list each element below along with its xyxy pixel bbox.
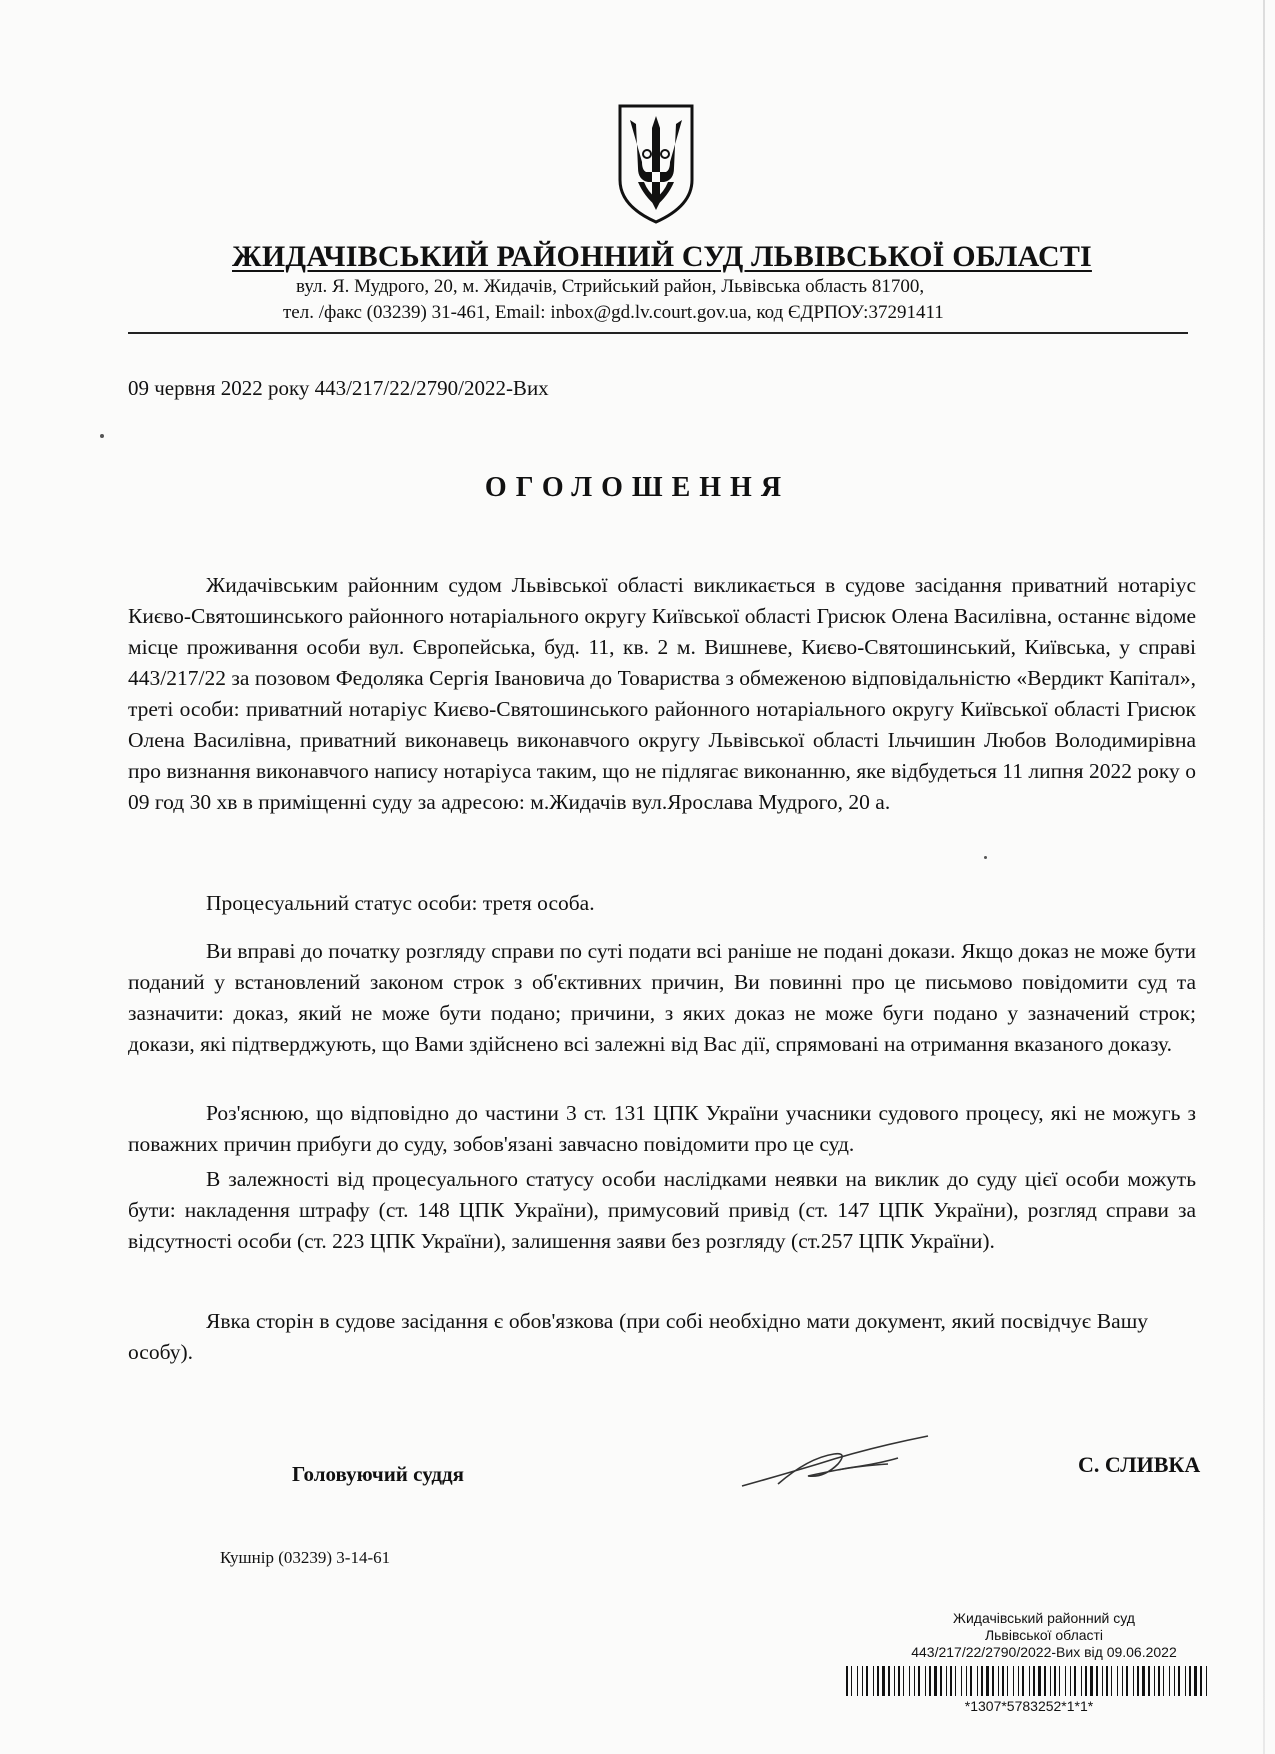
barcode-bar [1126, 1666, 1128, 1696]
evidence-rights-paragraph: Ви вправі до початку розгляду справи по суті подати всі раніше не подані докази. Якщо доказ не може бути поданий у встановлений законом строк з об'єктивних причин, Ви повинні про це письмово повідомити суд та зазначити: доказ, який не може бути подано; причини, з яких доказ не може буги подано у зазначений строк; докази, які підтверджують, що Вами здійснено всі залежні від Вас дії, спрямовані на отримання вказаного доказу. [128, 939, 1196, 1056]
barcode-bar [1200, 1666, 1202, 1696]
barcode-bar [903, 1666, 904, 1696]
barcode-bar [940, 1666, 942, 1696]
procedural-status-paragraph: Процесуальний статус особи: третя особа. [206, 891, 595, 915]
barcode-bar [1096, 1666, 1098, 1696]
barcode-bar [1029, 1666, 1030, 1696]
barcode-bar [1117, 1666, 1118, 1696]
trident-emblem-icon [614, 102, 698, 226]
barcode-bar [1148, 1666, 1150, 1696]
absence-notice-paragraph: Роз'яснюю, що відповідно до частини 3 ст. 131 ЦПК України учасники судового процесу, які не можугь з поважних причин прибуги до суду, зобов'язані завчасно повідомити про це суд. [128, 1101, 1196, 1156]
scan-speck [100, 434, 104, 438]
barcode-bar [1090, 1666, 1093, 1696]
stamp-reference-line: 443/217/22/2790/2022-Вих від 09.06.2022 [911, 1644, 1177, 1660]
barcode-bar [1033, 1666, 1035, 1696]
barcode-bar [909, 1666, 910, 1696]
stamp-court-line: Жидачівський районний суд [953, 1610, 1135, 1626]
barcode-bar [862, 1666, 863, 1696]
barcode-bar [1106, 1666, 1108, 1696]
barcode-bar [1178, 1666, 1180, 1696]
summons-paragraph: Жидачівським районним судом Львівської області викликається в судове засідання приватний нотаріус Києво-Святошинського районного нотаріального округу Київської області Грисюк Олена Василівна, останнє відоме місце проживання особи вул. Європейська, буд. 11, кв. 2 м. Вишневе, Києво-Святошинський, Київська, у справі 443/217/22 за позовом Федоляка Сергія Івановича до Товариства з обмеженою відповідальністю «Вердикт Капітал», треті особи: приватний нотаріус Києво-Святошинського районного нотаріального округу Київської області Грисюк Олена Василівна, приватний виконавець виконавчого округу Львівської області Ільчишин Любов Володимирівна про визнання виконавчого напису нотаріуса таким, що не підлягає виконанню, яке відбудеться 11 липня 2022 року о 09 год 30 хв в приміщенні суду за адресою: м.Жидачів вул.Ярослава Мудрого, 20 а. [128, 573, 1196, 814]
barcode-bar [857, 1666, 858, 1696]
barcode-bar [866, 1666, 868, 1696]
barcode-bar [998, 1666, 999, 1696]
barcode-bar [966, 1666, 967, 1696]
barcode-bar [1142, 1666, 1145, 1696]
scan-edge [1263, 0, 1265, 1754]
barcode-bar [1002, 1666, 1004, 1696]
header-divider [128, 332, 1188, 334]
barcode-bar [873, 1666, 874, 1696]
barcode-bar [882, 1666, 885, 1696]
barcode-bar [1081, 1666, 1082, 1696]
outgoing-reference: 09 червня 2022 року 443/217/22/2790/2022-Вих [128, 376, 549, 400]
barcode-bar [1174, 1666, 1175, 1696]
barcode-bar [1038, 1666, 1041, 1696]
barcode-bar [950, 1666, 952, 1696]
barcode-bar [851, 1666, 852, 1696]
barcode-bar [1169, 1666, 1170, 1696]
barcode-bar [970, 1666, 972, 1696]
barcode-bar [1054, 1666, 1056, 1696]
barcode-bar [986, 1666, 989, 1696]
registration-stamp [844, 1610, 1244, 1661]
barcode-bar [934, 1666, 937, 1696]
barcode-bar [898, 1666, 900, 1696]
barcode-bar [1102, 1666, 1103, 1696]
barcode-bar [1074, 1666, 1076, 1696]
barcode-bar [1206, 1666, 1207, 1696]
barcode-bar [1059, 1666, 1060, 1696]
barcode-bar [914, 1666, 915, 1696]
scan-speck [984, 856, 987, 859]
barcode-bar [918, 1666, 920, 1696]
executor-contact: Кушнір (03239) 3-14-61 [220, 1548, 391, 1567]
barcode-bar [925, 1666, 926, 1696]
court-contacts: тел. /факс (03239) 31-461, Email: inbox@gd.lv.court.gov.ua, код ЄДРПОУ:37291411 [283, 302, 944, 323]
barcode-number: *1307*5783252*1*1* [964, 1698, 1094, 1714]
barcode-bar [1044, 1666, 1046, 1696]
barcode-bar [1085, 1666, 1087, 1696]
barcode-bar [1158, 1666, 1160, 1696]
barcode-bar [846, 1666, 848, 1696]
barcode-bar [1007, 1666, 1008, 1696]
barcode-bar [1013, 1666, 1014, 1696]
barcode-bar [1137, 1666, 1139, 1696]
court-address: вул. Я. Мудрого, 20, м. Жидачів, Стрийський район, Львівська область 81700, [296, 276, 925, 297]
barcode-bar [888, 1666, 890, 1696]
barcode-bar [981, 1666, 983, 1696]
document-title: ОГОЛОШЕННЯ [484, 472, 791, 503]
barcode-bar [1018, 1666, 1019, 1696]
barcode-bar [1111, 1666, 1112, 1696]
signatory-role: Головуючий суддя [292, 1462, 464, 1486]
barcode-bar [1194, 1666, 1197, 1696]
barcode-bar [1185, 1666, 1186, 1696]
barcode-bar [1189, 1666, 1191, 1696]
consequences-paragraph: В залежності від процесуального статусу особи наслідками неявки на виклик до суду цієї особи можуть бути: накладення штрафу (ст. 148 ЦПК України), примусовий привід (ст. 147 ЦПК України), розгляд справи за відсутності особи (ст. 223 ЦПК України), залишення заяви без розгляду (ст.257 ЦПК України). [128, 1167, 1196, 1253]
barcode-bar [1133, 1666, 1134, 1696]
barcode-bar [961, 1666, 962, 1696]
barcode-bar [1122, 1666, 1123, 1696]
barcode-bar [955, 1666, 956, 1696]
stamp-region-line: Львівської області [984, 1627, 1104, 1643]
registration-barcode [844, 1666, 1214, 1696]
handwritten-signature [738, 1428, 938, 1498]
barcode-bar [894, 1666, 895, 1696]
barcode-bar [1154, 1666, 1155, 1696]
barcode-bar [992, 1666, 994, 1696]
attendance-paragraph: Явка сторін в судове засідання є обов'язкова (при собі необхідно мати документ, який посвідчує Вашу особу). [128, 1309, 1148, 1364]
barcode-bar [977, 1666, 978, 1696]
barcode-bar [946, 1666, 947, 1696]
barcode-bar [1070, 1666, 1071, 1696]
signatory-name: С. СЛИВКА [1078, 1452, 1201, 1477]
barcode-bar [1163, 1666, 1164, 1696]
barcode-bar [1065, 1666, 1066, 1696]
barcode-bar [1050, 1666, 1051, 1696]
barcode-bar [877, 1666, 879, 1696]
court-name-heading: ЖИДАЧІВСЬКИЙ РАЙОННИЙ СУД ЛЬВІВСЬКОЇ ОБЛАСТІ [232, 240, 1092, 273]
barcode-bar [1022, 1666, 1024, 1696]
barcode-bar [929, 1666, 931, 1696]
